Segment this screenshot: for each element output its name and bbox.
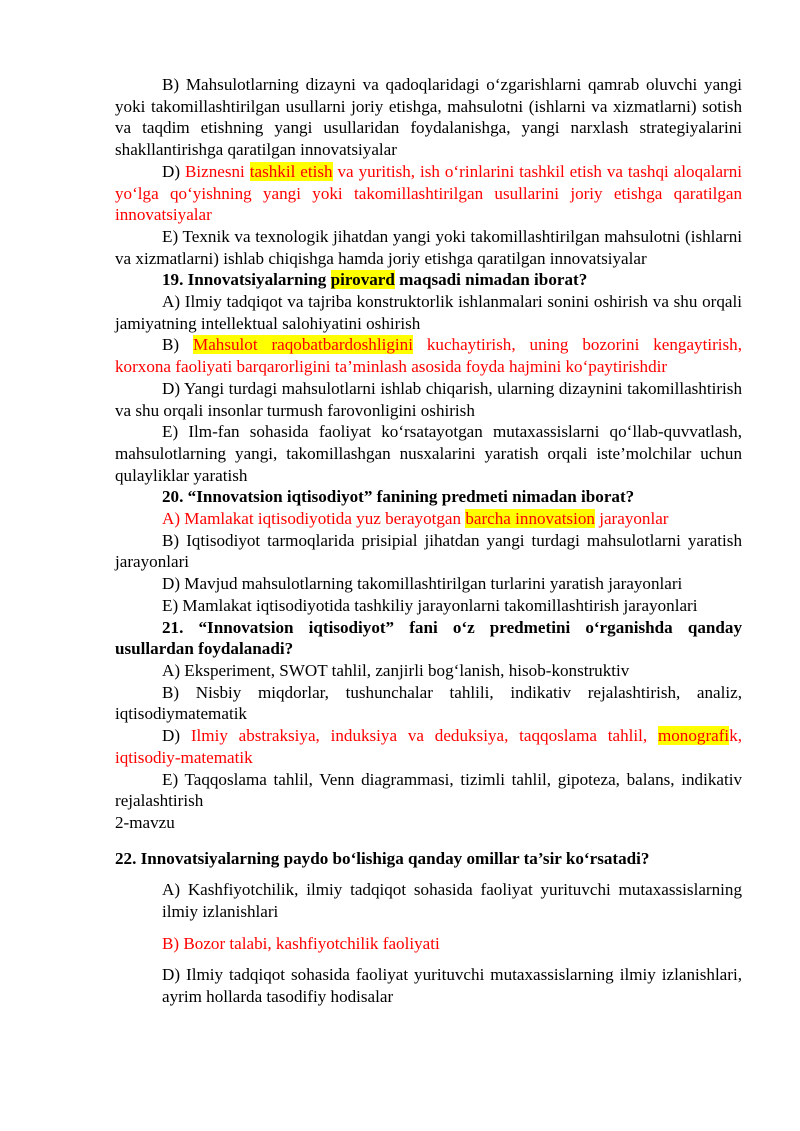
q20-option-e: E) Mamlakat iqtisodiyotida tashkiliy jarayonlarni takomillashtirish jarayonlari — [162, 595, 698, 615]
correct-answer-text: A) Mamlakat iqtisodiyotida yuz berayotgan — [162, 509, 466, 529]
q20-option-b: B) Iqtisodiyot tarmoqlarida prisipial jihatdan yangi turdagi mahsulotlarni yaratish jarayonlari — [115, 530, 742, 572]
q18-option-e: E) Texnik va texnologik jihatdan yangi yoki takomillashtirilgan mahsulotni (ishlarni va xizmatlarni) ishlab chiqishga hamda joriy etishga qaratilgan innovatsiyalar — [115, 226, 742, 268]
correct-answer-text: jarayonlar — [594, 509, 669, 529]
correct-answer-text: va yuritish, ish o‘rinlarini tashkil etish va tashqi aloqalarni yo‘lga qo‘yishning yangi yoki takomillashtirilgan usullarini joriy etishga qaratilgan innovatsiyalar — [115, 161, 743, 225]
q21-question: 21. “Innovatsion iqtisodiyot” fani o‘z predmetini o‘rganishda qanday usullardan foydalanadi? — [115, 617, 742, 659]
correct-answer-text: kuchaytirish, uning bozorini kengaytirish, korxona faoliyati barqarorligini ta’minlash asosida foyda hajmini ko‘paytirishdir — [115, 335, 742, 377]
correct-answer-text: Biznesni — [184, 161, 250, 181]
document-body — [115, 74, 742, 1008]
q18-option-b: B) Mahsulotlarning dizayni va qadoqlaridagi o‘zgarishlarni qamrab oluvchi yangi yoki takomillashtirilgan usullarni joriy etishga, mahsulotni (ishlarni va xizmatlarni) sotish va taqdim etishning yangi usullaridan foydalanishga, yangi narxlash strategiyalarini shakllantirishga qaratilgan innovatsiyalar — [115, 75, 742, 160]
q21-option-a: A) Eksperiment, SWOT tahlil, zanjirli bog‘lanish, hisob-konstruktiv — [162, 660, 630, 680]
q22-option-a: A) Kashfiyotchilik, ilmiy tadqiqot sohasida faoliyat yurituvchi mutaxassislarning ilmiy izlanishlari — [162, 880, 742, 922]
question-text: 19. Innovatsiyalarning — [162, 270, 331, 290]
option-prefix: D) — [162, 726, 191, 746]
correct-answer-text: Ilmiy abstraksiya, induksiya va deduksiya, taqqoslama tahlil, — [190, 726, 658, 746]
q19-option-d: D) Yangi turdagi mahsulotlarni ishlab chiqarish, ularning dizaynini takomillashtirish va shu orqali insonlar turmush farovonligini oshirish — [115, 378, 742, 420]
q21-option-d — [115, 725, 742, 768]
highlighted-text: Mahsulot raqobatbardoshligini — [193, 335, 413, 355]
q19-option-e: E) Ilm-fan sohasida faoliyat ko‘rsatayotgan mutaxassislarni qo‘llab-quvvatlash, mahsulotlarning yangi, takomillashgan nusxalarini yaratish orqali iste’molchilar uchun qulayliklar yaratish — [115, 422, 742, 485]
q21-option-e: E) Taqqoslama tahlil, Venn diagrammasi, tizimli tahlil, gipoteza, balans, indikativ rejalashtirish — [115, 769, 742, 811]
highlighted-text: barcha innovatsion — [465, 509, 595, 529]
q19-option-b — [115, 334, 742, 377]
question-text: maqsadi nimadan iborat? — [394, 270, 588, 290]
q20-option-d: D) Mavjud mahsulotlarning takomillashtirilgan turlarini yaratish jarayonlari — [162, 574, 683, 594]
q22-question: 22. Innovatsiyalarning paydo bo‘lishiga qanday omillar ta’sir ko‘rsatadi? — [115, 848, 650, 868]
q22-option-d: D) Ilmiy tadqiqot sohasida faoliyat yurituvchi mutaxassislarning ilmiy izlanishlari, ayrim hollarda tasodifiy hodisalar — [162, 965, 742, 1007]
q21-option-b: B) Nisbiy miqdorlar, tushunchalar tahlili, indikativ rejalashtirish, analiz, iqtisodiymatematik — [115, 682, 742, 724]
q20-option-a — [115, 508, 742, 530]
q22-option-b: B) Bozor talabi, kashfiyotchilik faoliyati — [162, 933, 440, 953]
q19-option-a: A) Ilmiy tadqiqot va tajriba konstruktorlik ishlanmalari sonini oshirish va shu orqali jamiyatning intellektual salohiyatini oshirish — [115, 292, 742, 333]
highlighted-text: monografi — [657, 726, 730, 746]
highlighted-text: pirovard — [330, 270, 395, 290]
option-prefix: D) — [162, 161, 185, 181]
option-prefix: B) — [162, 335, 193, 355]
highlighted-text: tashkil etish — [249, 161, 333, 181]
q18-option-d — [115, 161, 742, 226]
section-heading: 2-mavzu — [115, 812, 175, 832]
q20-question: 20. “Innovatsion iqtisodiyot” fanining predmeti nimadan iborat? — [162, 487, 635, 507]
q19-question — [115, 269, 742, 291]
correct-answer-text: k, iqtisodiy-matematik — [115, 726, 743, 767]
